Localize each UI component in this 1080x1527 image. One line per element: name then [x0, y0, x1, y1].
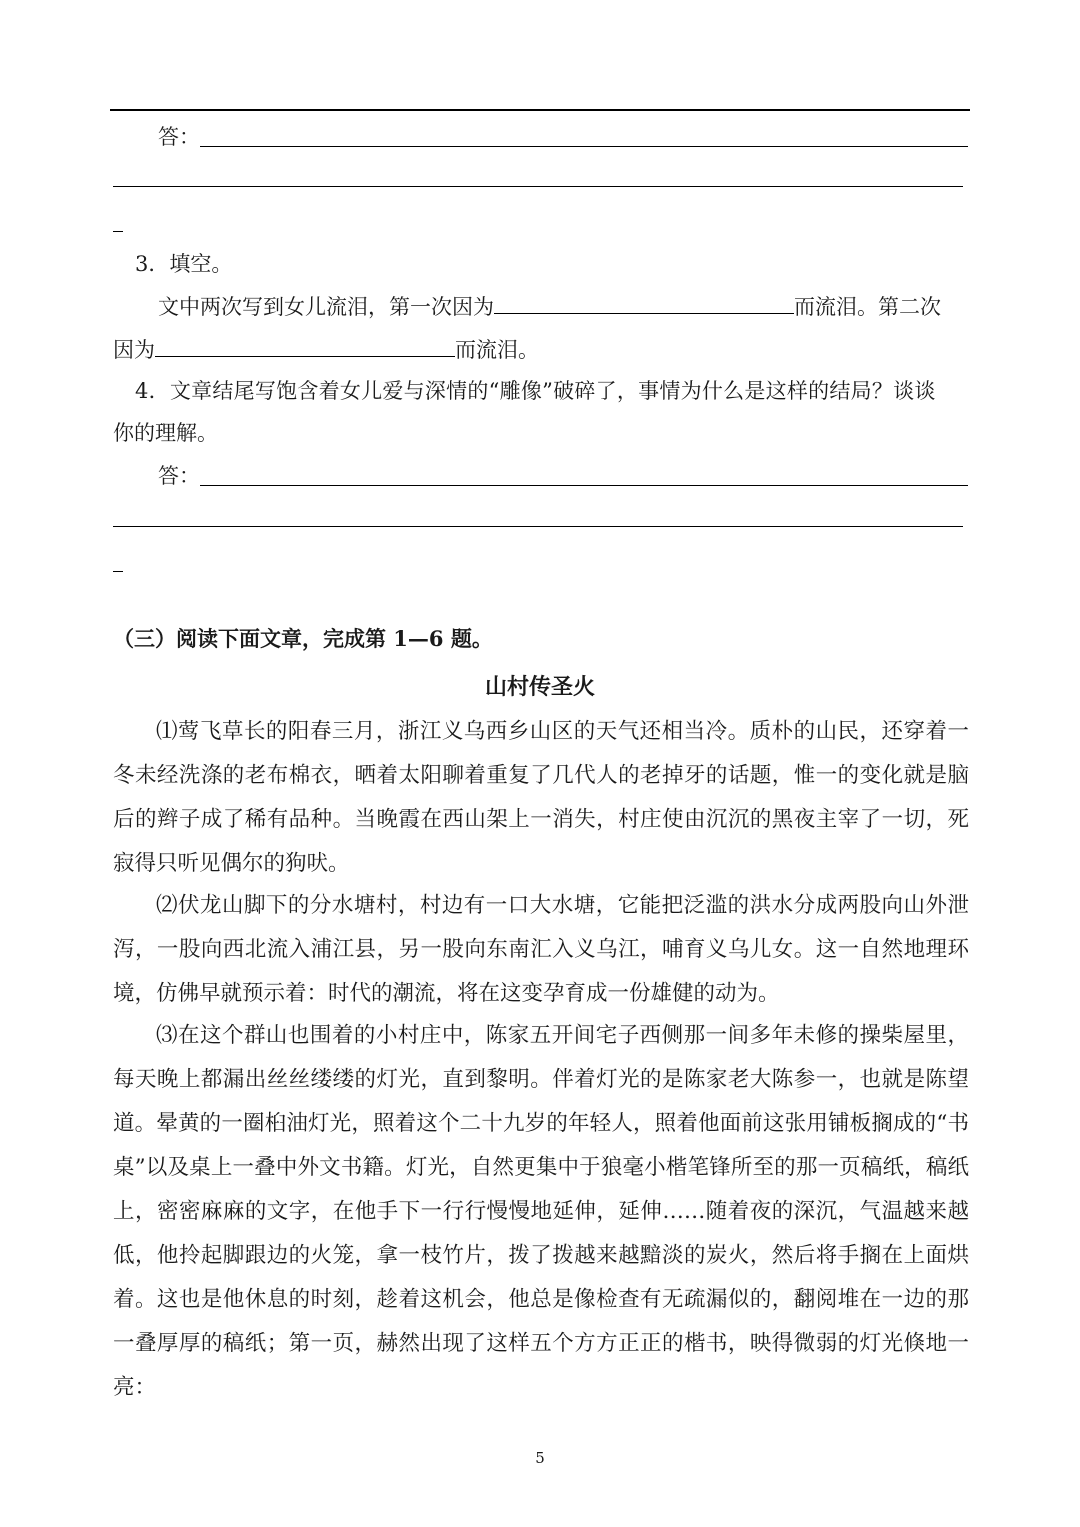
q3-line2-suffix: 而流泪。	[455, 338, 539, 362]
article-paragraph-2: ⑵伏龙山脚下的分水塘村，村边有一口大水塘，它能把泛滥的洪水分成两股向山外泄泻，一股向西北流入浦江县，另一股向东南汇入义乌江，哺育义乌儿女。这一自然地理环境，仿佛早就预示着：时代的潮流，将在这变孕育成一份雄健的动为。	[113, 893, 969, 1006]
q3-heading: 3．填空。	[135, 252, 233, 276]
article-title: 山村传圣火	[484, 674, 595, 700]
q2-answer-line-1[interactable]	[200, 146, 968, 147]
page-number: 5	[535, 1449, 545, 1467]
q3-line2-prefix: 因为	[113, 338, 155, 362]
q3-line-2	[113, 334, 539, 365]
article-paragraph-3: ⑶在这个群山也围着的小村庄中，陈家五开间宅子西侧那一间多年未修的操柴屋里，每天晚上都漏出丝丝缕缕的灯光，直到黎明。伴着灯光的是陈家老大陈参一，也就是陈望道。晕黄的一圈桕油灯光，照着这个二十九岁的年轻人，照着他面前这张用铺板搁成的“书桌”以及桌上一叠中外文书籍。灯光，自然更集中于狼毫小楷笔锋所至的那一页稿纸，稿纸上，密密麻麻的文字，在他手下一行行慢慢地延伸，延伸……随着夜的深沉，气温越来越低，他拎起脚跟边的火笼，拿一枝竹片，拨了拨越来越黯淡的炭火，然后将手搁在上面烘着。这也是他休息的时刻，趁着这机会，他总是像检查有无疏漏似的，翻阅堆在一边的那一叠厚厚的稿纸；第一页，赫然出现了这样五个方方正正的楷书，映得微弱的灯光倏地一亮：	[113, 1023, 969, 1400]
q3-line1-prefix: 文中两次写到女儿流泪，第一次因为	[158, 295, 494, 319]
q2-answer-line-2[interactable]	[113, 186, 963, 187]
q3-blank-1[interactable]	[494, 291, 794, 314]
top-rule	[110, 109, 970, 111]
q4-answer-label: 答：	[158, 464, 200, 488]
q3-line1-suffix: 而流泪。第二次	[794, 295, 941, 319]
q2-answer-dash	[113, 231, 123, 232]
q4-line-2: 你的理解。	[113, 421, 218, 445]
article-paragraph-1: ⑴莺飞草长的阳春三月，浙江义乌西乡山区的天气还相当冷。质朴的山民，还穿着一冬未经洗涤的老布棉衣，晒着太阳聊着重复了几代人的老掉牙的话题，惟一的变化就是脑后的辫子成了稀有品种。当晚霞在西山架上一消失，村庄使由沉沉的黑夜主宰了一切，死寂得只听见偶尔的狗吠。	[113, 719, 969, 876]
q3-blank-2[interactable]	[155, 334, 455, 357]
q4-answer-line-2[interactable]	[113, 526, 963, 527]
q4-answer-line-1[interactable]	[200, 485, 968, 486]
q4-line-1: 4．文章结尾写饱含着女儿爱与深情的“雕像”破碎了，事情为什么是这样的结局？谈谈	[135, 379, 936, 403]
q4-answer-dash	[113, 571, 123, 572]
q2-answer-label: 答：	[158, 125, 200, 149]
section-heading: （三）阅读下面文章，完成第 1—6 题。	[113, 626, 493, 651]
q3-line-1	[158, 291, 941, 322]
